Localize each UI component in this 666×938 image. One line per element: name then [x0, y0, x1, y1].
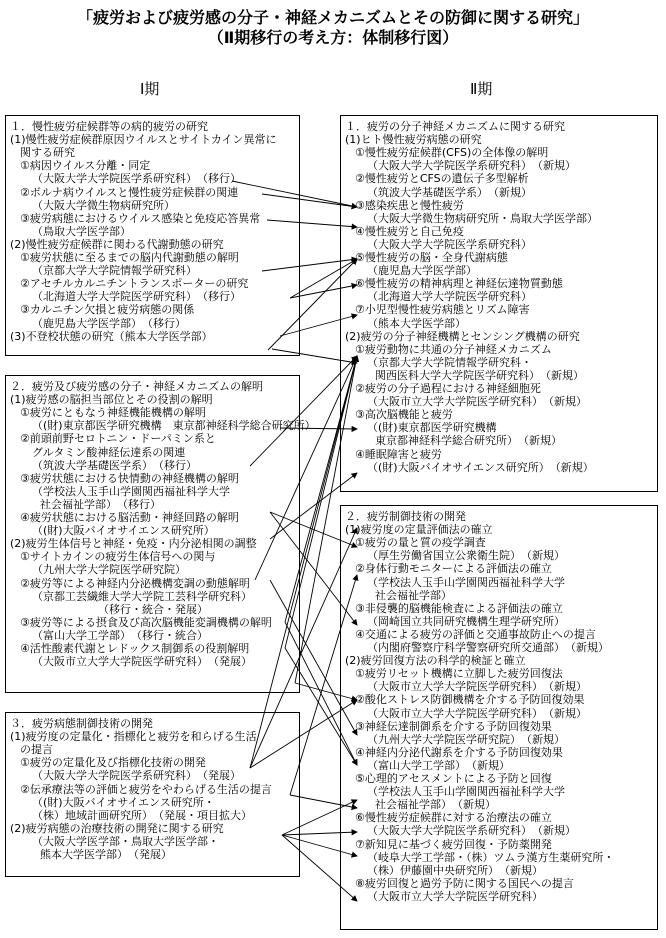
phase2-label: Ⅱ期 [470, 80, 493, 98]
box-line: ③感染疾患と慢性疲労 [355, 198, 464, 212]
phase2-box-2 [340, 505, 658, 930]
box-line: ②ボルナ病ウイルスと慢性疲労症候群の関連 [20, 185, 239, 199]
box-line: の提言 [20, 743, 53, 757]
box-line: ③疲労状態における快情動の神経機構の解明 [20, 471, 239, 485]
box-line: ①サイトカインの疲労生体信号への関与 [20, 550, 216, 564]
box-line: （厚生労働省国立公衆衛生院） （新規） [367, 549, 565, 563]
box-line: （筑波大学基礎医学系） （新規） [367, 185, 532, 199]
box-line: （大阪大学微生物病研究所） [32, 198, 175, 212]
box-line: （移行・統合・発展） [98, 602, 208, 616]
box-line: （北海道大学大学院医学研究科） [367, 290, 532, 304]
box-line: 社会福祉学部） （新規） [375, 798, 496, 812]
box-line: （株）地域計画研究所） （発展・項目拡大） [32, 808, 252, 822]
box-line: ２．疲労及び疲労感の分子・神経メカニズムの解明 [10, 380, 263, 393]
box-line: (1)疲労度の定量化・指標化と疲労を和らげる生活 [10, 730, 257, 744]
box-line: ③カルニチン欠損と疲労病態の関係 [20, 303, 195, 317]
box-line: ④神経内分泌代謝系を介する予防回復効果 [355, 745, 563, 759]
box-line: （筑波大学基礎医学系） （移行） [32, 458, 197, 472]
box-line: ②伝承療法等の評価と疲労をやわらげる生活の提言 [20, 782, 272, 796]
box-line: 社会福祉学部） （移行） [40, 497, 161, 511]
box-line: （北海道大学大学院医学研究科） （移行） [32, 290, 241, 304]
box-line: （学校法人玉手山学園関西福祉科学大学 [367, 785, 565, 799]
box-line: （(財)東京都医学研究機構 [367, 421, 497, 435]
box-line: ３．疲労病態制御技術の開発 [10, 717, 153, 730]
box-line: （(財)大阪バイオサイエンス研究所） [32, 524, 215, 538]
box-line: ②酸化ストレス防御機構を介する予防回復効果 [355, 693, 585, 707]
box-line: （大阪市立大学大学院医学研究科） （新規） [367, 706, 587, 720]
box-line: （大阪大学大学院医学系研究科） （移行） [32, 172, 241, 186]
box-line: （鹿児島大学医学部） （移行） [32, 316, 186, 330]
box-line: グルタミン酸神経伝達系の関連 [32, 445, 186, 459]
box-line: （京都大学大学院情報学研究科） [32, 264, 197, 278]
box-line: ⑥慢性疲労の精神病理と神経伝達物質動態 [355, 277, 563, 291]
box-line: ③疲労病態におけるウイルス感染と免疫応答異常 [20, 211, 261, 225]
box-line: ①疲労にともなう神経機能機構の解明 [20, 406, 206, 420]
box-line: ⑧疲労回復と過労予防に関する国民への提言 [355, 876, 574, 890]
box-line: （大阪大学大学院医学系研究科） （新規） [367, 159, 576, 173]
box-line: （岡崎国立共同研究機構生理学研究所） [367, 614, 565, 628]
box-line: ⑥慢性疲労症候群に対する治療法の確立 [355, 811, 552, 825]
box-line: ③高次脳機能と疲労 [355, 408, 453, 422]
diagram-subtitle: （Ⅱ期移行の考え方：体制移行図） [207, 28, 459, 47]
box-line: ②アセチルカルニチントランスポーターの研究 [20, 277, 249, 291]
box-line: (2)疲労生体信号と神経・免疫・内分泌相関の調整 [10, 537, 257, 551]
box-line: (2)疲労病態の治療技術の開発に関する研究 [10, 821, 224, 835]
box-line: ⑦小児型慢性疲労病態とリズム障害 [355, 303, 530, 317]
box-line: （(財)東京都医学研究機構 東京都神経科学総合研究所） [32, 419, 316, 433]
box-line: ⑤心理的アセスメントによる予防と回復 [355, 772, 552, 785]
box-line: （学校法人玉手山学園関西福祉科学大学 [32, 484, 230, 498]
box-line: ①疲労リセット機構に立脚した疲労回復法 [355, 667, 563, 681]
box-line: (2)疲労の分子神経機構とセンシング機構の研究 [345, 329, 580, 343]
box-line: ②身体行動モニターによる評価法の確立 [355, 562, 552, 576]
box-line: （大阪市立大学大学院医学研究科） （新規） [367, 395, 587, 409]
box-line: ④慢性疲労と自己免疫 [355, 224, 464, 238]
box-line: (3)不登校状態の研究（熊本大学医学部） [10, 329, 213, 343]
box-line: 関西医科大学大学院医学研究科） （新規） [375, 368, 584, 382]
box-line: （内閣府警察庁科学警察研究所交通部） （新規） [367, 641, 609, 654]
box-line: ⑦新知見に基づく疲労回復・予防薬開発 [355, 837, 552, 851]
box-line: （株）伊藤園中央研究所） （新規） [367, 863, 543, 877]
box-line: １．疲労の分子神経メカニズムに関する研究 [345, 120, 565, 133]
box-line: ③非侵襲的脳機能検査による評価法の確立 [355, 601, 563, 615]
box-line: ①疲労の定量化及び指標化技術の開発 [20, 756, 206, 770]
box-line: ③神経伝達制御系を介する予防回復効果 [355, 719, 552, 733]
box-line: １．慢性疲労症候群等の病的疲労の研究 [10, 120, 208, 133]
box-line: 東京都神経科学総合研究所） （新規） [375, 434, 562, 448]
box-line: （京都大学大学院情報学研究科・ [367, 355, 532, 369]
box-line: （大阪大学大学院医学系研究科） [367, 237, 532, 251]
box-line: ④交通による疲労の評価と交通事故防止への提言 [355, 627, 596, 641]
box-line: ①慢性疲労症候群(CFS)の全体像の解明 [355, 146, 549, 160]
box-line: 熊本大学医学部） （発展） [40, 848, 172, 861]
box-line: （大阪大学大学院医学系研究科） （新規） [367, 824, 576, 838]
box-line: ①疲労の量と質の疫学調査 [355, 536, 486, 550]
box-line: ②慢性疲労とCFSの遺伝子多型解析 [355, 172, 529, 186]
box-line: (2)慢性疲労症候群に関わる代謝動態の研究 [10, 237, 224, 251]
diagram-title: 「疲労および疲労感の分子・神経メカニズムとその防御に関する研究」 [76, 8, 589, 27]
box-line: （大阪市立大学大学院医学研究科） （発展） [32, 655, 252, 669]
box-line: （大阪市立大学大学院医学研究科） （新規） [367, 680, 587, 694]
box-line: （熊本大学医学部） [367, 316, 466, 330]
box-line: （(財)大阪バイオサイエンス研究所・ [32, 795, 215, 809]
phase2-box-1 [340, 115, 658, 492]
box-line: （富山大学工学部） （移行・統合） [32, 628, 208, 642]
box-line: ③疲労等による摂食及び高次脳機能変調機構の解明 [20, 615, 272, 629]
box-line: ②前頭前野セロトニン・ドーパミン系と [20, 432, 216, 446]
box-line: （学校法人玉手山学園関西福祉科学大学 [367, 575, 565, 589]
box-line: (1)疲労感の脳担当部位とその役割の解明 [10, 393, 213, 407]
box-line: ②疲労等による神経内分泌機構変調の動態解明 [20, 576, 250, 590]
box-line: 関する研究 [20, 146, 75, 160]
box-line: （大阪市立大学大学院医学研究科） [367, 889, 543, 903]
box-line: （大阪大学微生物病研究所・鳥取大学医学部） [367, 211, 598, 225]
box-line: （九州大学大学院医学研究院） （新規） [367, 732, 565, 746]
box-line: (1)疲労度の定量評価法の確立 [345, 523, 493, 537]
phase1-box-3 [5, 712, 300, 877]
box-line: ２．疲労制御技術の開発 [345, 510, 466, 523]
box-line: （鹿児島大学医学部） [367, 264, 477, 278]
phase1-box-2 [5, 375, 316, 693]
box-line: （九州大学大学院医学研究院） [32, 563, 186, 577]
box-line: ①病因ウイルス分離・同定 [20, 159, 151, 173]
box-line: ②疲労の分子過程における神経細胞死 [355, 382, 541, 395]
box-line: （京都工芸繊維大学大学院工芸科学研究科） [32, 589, 252, 603]
box-line: (2)疲労回復方法の科学的検証と確立 [345, 654, 526, 668]
box-line: ①疲労状態に至るまでの脳内代謝動態の解明 [20, 251, 239, 264]
box-line: （(財)大阪バイオサイエンス研究所） （新規） [367, 460, 594, 474]
box-line: ④活性酸素代謝とレドックス制御系の役割解明 [20, 642, 250, 655]
box-line: （大阪大学大学院医学系研究科） （発展） [32, 769, 241, 783]
box-line: (1)ヒト慢性疲労病態の研究 [345, 133, 482, 147]
phase1-box-1 [5, 115, 300, 356]
box-line: （大阪大学医学部・鳥取大学医学部・ [32, 834, 219, 848]
phase1-label: Ⅰ期 [140, 80, 160, 98]
box-line: （岐阜大学工学部・（株）ツムラ漢方生薬研究所・ [367, 850, 615, 864]
box-line: 社会福祉学部） [375, 588, 452, 602]
box-line: ④睡眠障害と疲労 [355, 447, 442, 461]
box-line: （富山大学工学部） （新規） [367, 758, 510, 772]
box-line: ④疲労状態における脳活動・神経回路の解明 [20, 511, 239, 524]
box-line: ⑤慢性疲労の脳・全身代謝病態 [355, 251, 508, 264]
box-line: （鳥取大学医学部） [32, 224, 131, 238]
box-line: (1)慢性疲労症候群原因ウイルスとサイトカイン異常に [10, 133, 277, 147]
box-line: ①疲労動物に共通の分子神経メカニズム [355, 342, 552, 356]
